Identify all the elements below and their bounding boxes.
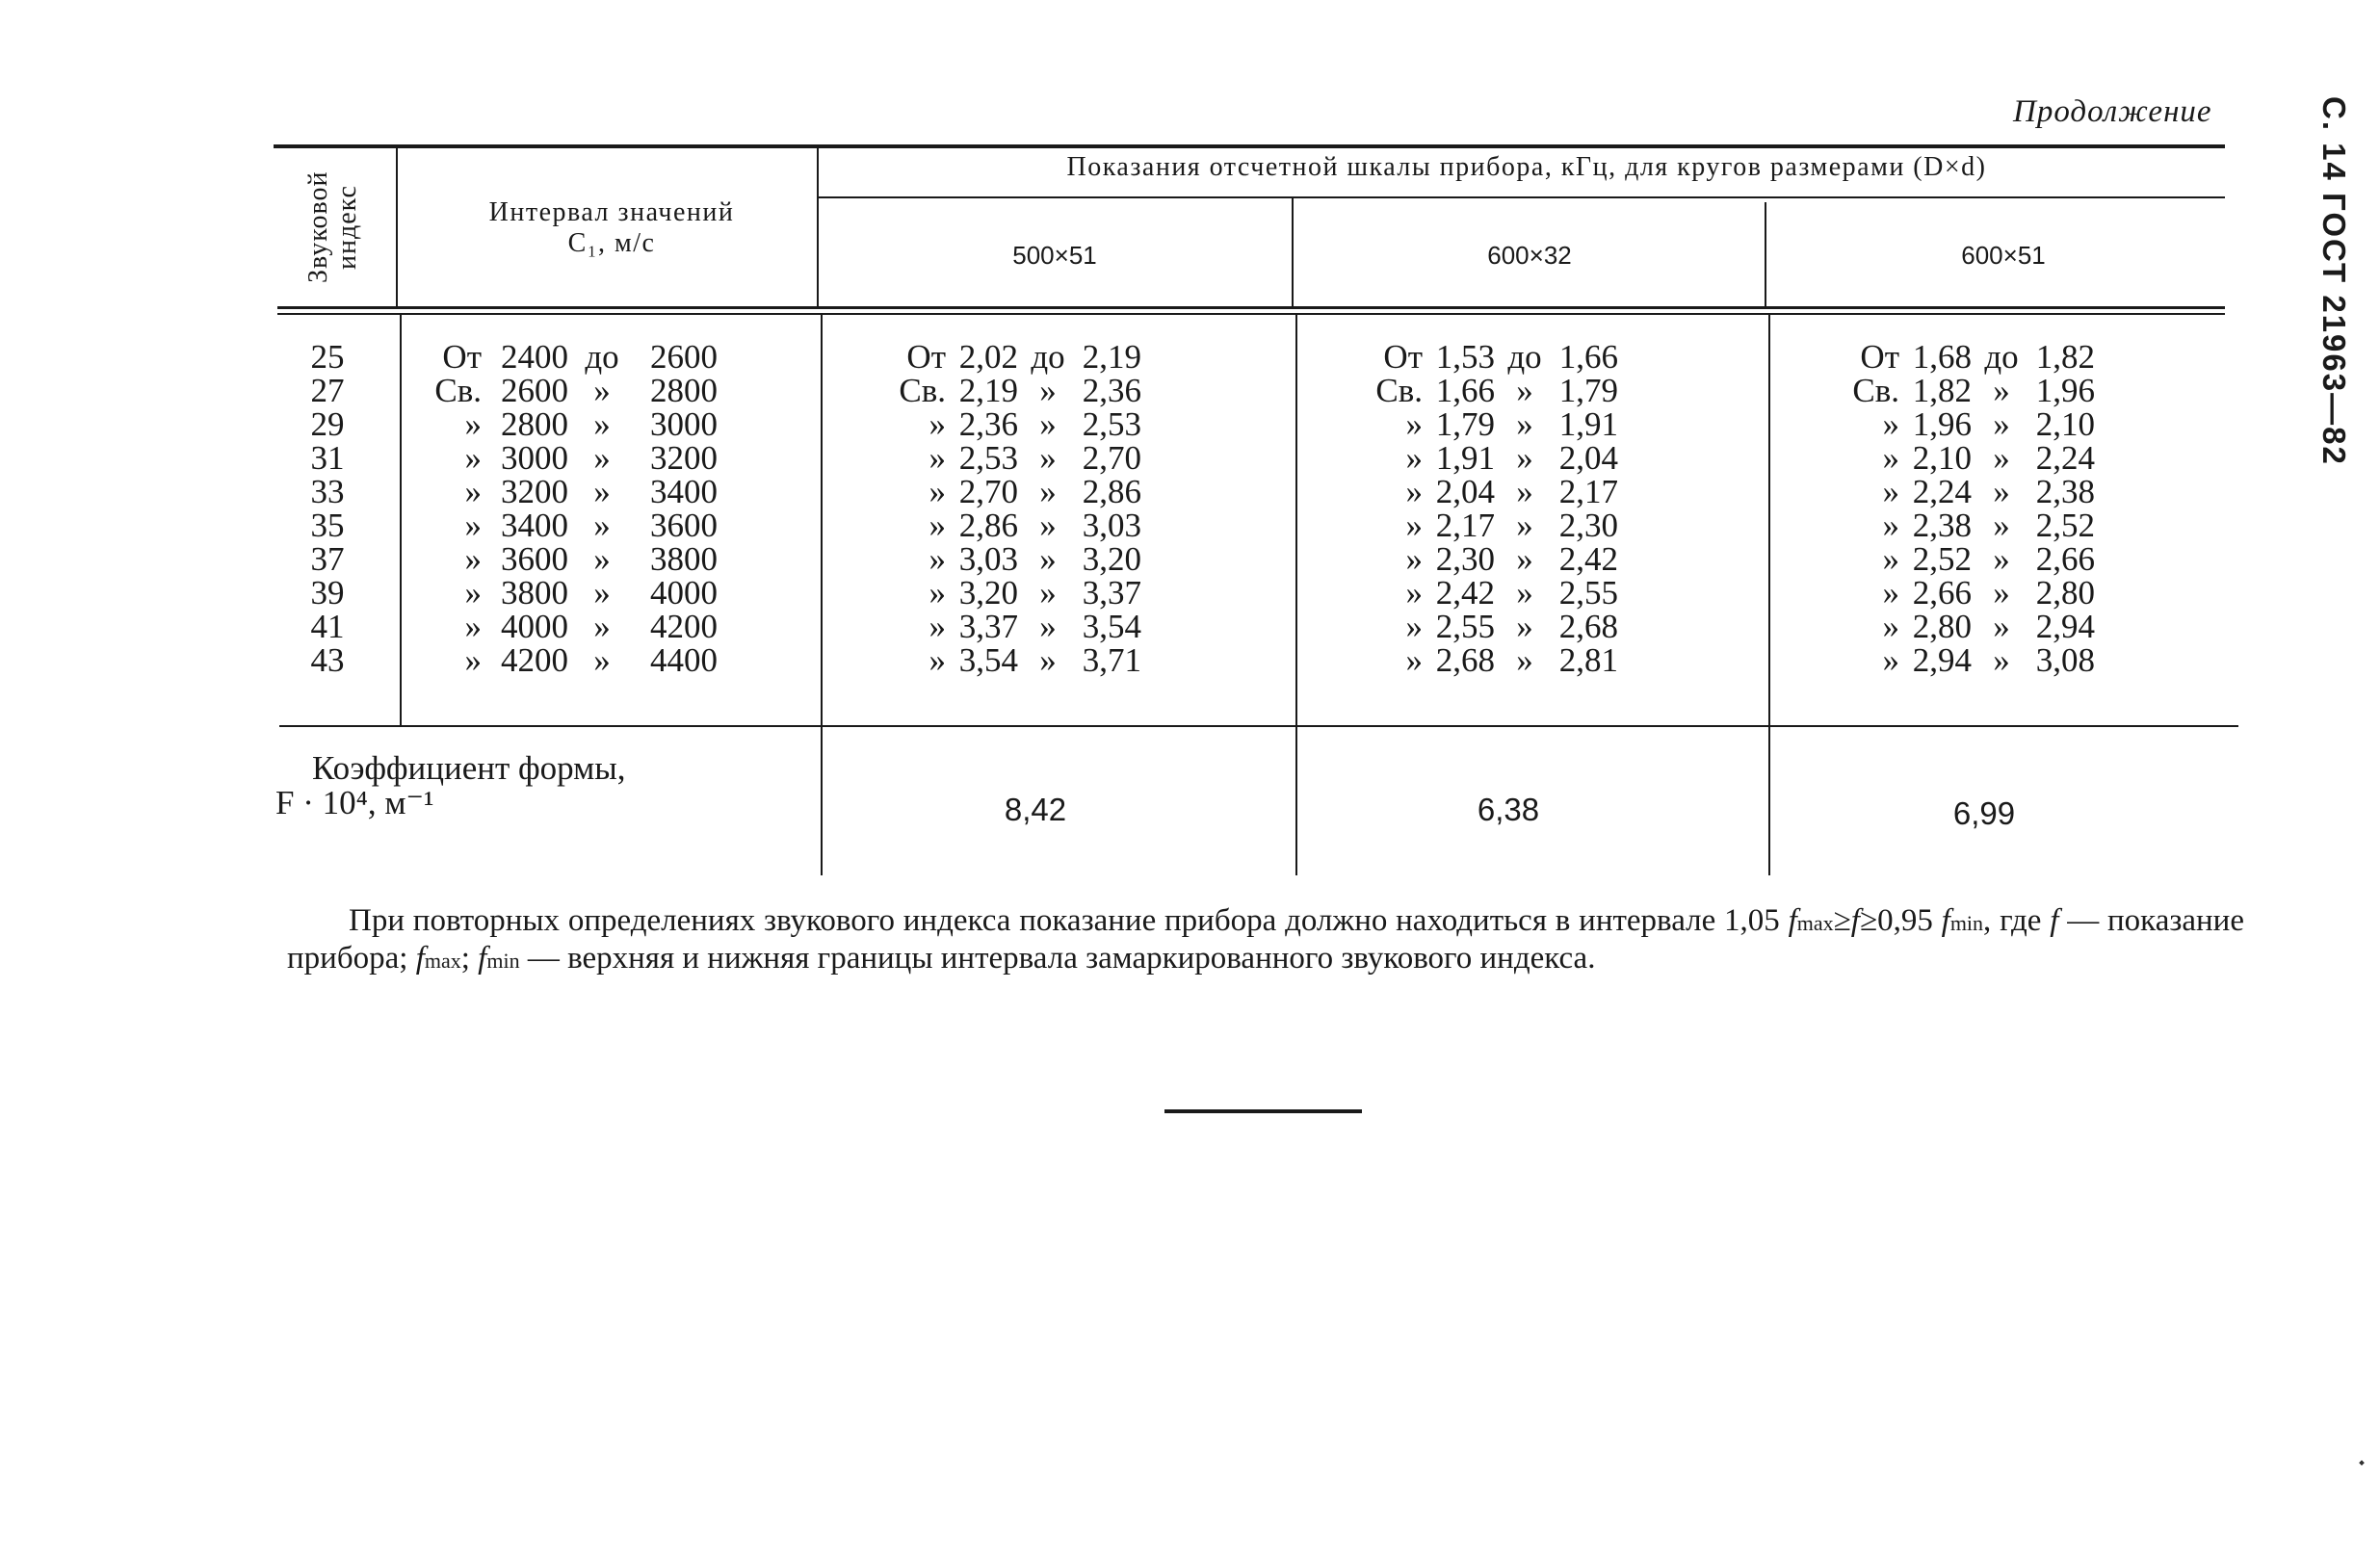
divider-size2: [1765, 202, 1766, 306]
cell-hi: 4200: [650, 608, 718, 645]
size-header-600x32: 600×32: [1487, 241, 1572, 270]
cell-lo: 2,94: [1912, 641, 1972, 679]
table-row: [1363, 340, 1618, 374]
cell-pfx: »: [464, 507, 482, 544]
cell-sep: до: [1507, 338, 1542, 376]
cell-lo: 2,53: [958, 439, 1018, 477]
cell-hi: 3,54: [1082, 608, 1141, 645]
cell-pfx: Св.: [1375, 372, 1423, 409]
cell-hi: 1,96: [2035, 372, 2095, 409]
cell-sep: »: [1516, 641, 1533, 679]
table-row: [1363, 374, 1618, 407]
cell-lo: 2,17: [1435, 507, 1495, 544]
cell-lo: 2,70: [958, 473, 1018, 510]
cell-sep: »: [1993, 540, 2010, 578]
cell-sep: »: [593, 439, 611, 477]
note-f-symbol: f: [478, 941, 487, 976]
cell-lo: 2,38: [1912, 507, 1972, 544]
table-row: [886, 340, 1141, 374]
coef-value-600x32: 6,38: [1477, 792, 1540, 827]
cell-sep: »: [1993, 372, 2010, 409]
cell-hi: 3,03: [1082, 507, 1141, 544]
cell-pfx: »: [1405, 540, 1423, 578]
note-text-5: — показание прибора;: [287, 903, 2244, 976]
end-of-text-rule: [1164, 1109, 1362, 1113]
cell-lo: 3,37: [958, 608, 1018, 645]
cell-pfx: »: [928, 405, 946, 443]
cell-pfx: »: [464, 405, 482, 443]
table-row: [886, 441, 1141, 475]
cell-sep: »: [1993, 439, 2010, 477]
cell-lo: 2,68: [1435, 641, 1495, 679]
column-600x51: [1840, 340, 2095, 677]
index-cell: 29: [310, 405, 345, 443]
cell-hi: 2,80: [2035, 574, 2095, 612]
index-cell: 39: [310, 574, 345, 612]
cell-lo: 4000: [501, 608, 568, 645]
cell-sep: »: [1039, 372, 1057, 409]
cell-hi: 3,37: [1082, 574, 1141, 612]
table-row: [1840, 441, 2095, 475]
note-text-4: , где: [1983, 903, 2051, 938]
note-text-3: ≥0,95: [1859, 903, 1942, 938]
table-row: [886, 374, 1141, 407]
col-interval-header: [405, 197, 819, 259]
readings-header: Показания отсчетной шкалы прибора, кГц, для кругов размерами (D×d): [1066, 152, 1987, 182]
note-sub-max: max: [424, 949, 461, 973]
cell-lo: 2400: [501, 338, 568, 376]
cell-pfx: »: [1882, 473, 1899, 510]
cell-hi: 2,42: [1558, 540, 1618, 578]
cell-hi: 2,30: [1558, 507, 1618, 544]
cell-pfx: »: [1882, 574, 1899, 612]
note-f-symbol: f: [1850, 903, 1860, 938]
note-f-symbol: f: [2050, 903, 2059, 938]
cell-sep: »: [1039, 641, 1057, 679]
cell-pfx: »: [928, 574, 946, 612]
table-row: [1363, 508, 1618, 542]
cell-pfx: »: [1882, 540, 1899, 578]
cell-hi: 2,66: [2035, 540, 2095, 578]
cell-pfx: От: [906, 338, 946, 376]
table-row: [405, 340, 718, 374]
shape-coefficient-label: [275, 751, 626, 820]
divider-index-body: [400, 315, 402, 725]
cell-sep: »: [1993, 473, 2010, 510]
scan-speck: [2359, 1460, 2365, 1466]
cell-hi: 3,08: [2035, 641, 2095, 679]
cell-sep: »: [593, 641, 611, 679]
cell-sep: »: [593, 574, 611, 612]
cell-pfx: »: [1405, 405, 1423, 443]
cell-lo: 2,02: [958, 338, 1018, 376]
cell-lo: 3600: [501, 540, 568, 578]
header-bottom-rule-1: [277, 306, 2225, 309]
cell-pfx: »: [464, 540, 482, 578]
table-row: [1363, 475, 1618, 508]
table-row: [886, 407, 1141, 441]
cell-pfx: »: [928, 540, 946, 578]
cell-lo: 2,30: [1435, 540, 1495, 578]
cell-hi: 2,70: [1082, 439, 1141, 477]
cell-hi: 2,19: [1082, 338, 1141, 376]
cell-sep: »: [1516, 405, 1533, 443]
cell-hi: 2,52: [2035, 507, 2095, 544]
cell-pfx: »: [1405, 507, 1423, 544]
table-row: [886, 610, 1141, 643]
cell-pfx: »: [464, 439, 482, 477]
cell-pfx: »: [1882, 405, 1899, 443]
cell-hi: 2,38: [2035, 473, 2095, 510]
table-row: [1840, 374, 2095, 407]
cell-sep: »: [1039, 405, 1057, 443]
table-row: [1840, 475, 2095, 508]
cell-pfx: »: [928, 608, 946, 645]
cell-pfx: »: [1882, 641, 1899, 679]
index-cell: 37: [310, 540, 345, 578]
cell-sep: »: [1516, 574, 1533, 612]
cell-lo: 2,66: [1912, 574, 1972, 612]
cell-lo: 3200: [501, 473, 568, 510]
cell-sep: »: [1516, 372, 1533, 409]
cell-pfx: »: [1882, 507, 1899, 544]
cell-lo: 2,24: [1912, 473, 1972, 510]
coef-value-500x51: 8,42: [1004, 792, 1067, 827]
cell-pfx: Св.: [899, 372, 946, 409]
readings-header-rule: [819, 196, 2225, 198]
column-500x51: [886, 340, 1141, 677]
index-cell: 31: [310, 439, 345, 477]
cell-sep: до: [1984, 338, 2019, 376]
page-side-header: С. 14 ГОСТ 21963—82: [2316, 96, 2352, 466]
cell-hi: 2,36: [1082, 372, 1141, 409]
col-interval-header-line1: Интервал значений: [488, 197, 735, 227]
note-text-1: При повторных определениях звукового индекса показание прибора должно находиться в интервале 1,05: [349, 903, 1789, 938]
table-row: [1840, 610, 2095, 643]
note-sub-max: max: [1796, 911, 1834, 935]
table-row: [1363, 407, 1618, 441]
cell-hi: 1,79: [1558, 372, 1618, 409]
cell-lo: 3,54: [958, 641, 1018, 679]
cell-lo: 3400: [501, 507, 568, 544]
divider-size2-body: [1768, 315, 1770, 875]
table-row: [1840, 340, 2095, 374]
cell-hi: 2600: [650, 338, 718, 376]
cell-hi: 2,24: [2035, 439, 2095, 477]
table-row: [405, 576, 718, 610]
cell-lo: 2,36: [958, 405, 1018, 443]
table-row: [1363, 542, 1618, 576]
cell-hi: 2,04: [1558, 439, 1618, 477]
note-text-7: — верхняя и нижняя границы интервала замаркированного звукового индекса.: [519, 941, 1596, 976]
body-bottom-rule: [279, 725, 2238, 727]
coef-label-line1: Коэффициент формы,: [312, 749, 626, 787]
note-text-2: ≥: [1833, 903, 1851, 938]
cell-hi: 1,82: [2035, 338, 2095, 376]
cell-pfx: От: [1383, 338, 1423, 376]
cell-sep: »: [1039, 507, 1057, 544]
cell-pfx: »: [1882, 439, 1899, 477]
cell-pfx: »: [464, 574, 482, 612]
cell-sep: »: [1993, 608, 2010, 645]
cell-lo: 2,04: [1435, 473, 1495, 510]
column-sound-index: [289, 340, 366, 677]
cell-pfx: »: [1405, 574, 1423, 612]
divider-size1-body: [1295, 315, 1297, 875]
table-row: [1363, 643, 1618, 677]
cell-hi: 3000: [650, 405, 718, 443]
note-paragraph: [287, 903, 2244, 978]
index-cell: 41: [310, 608, 345, 645]
cell-sep: »: [1993, 405, 2010, 443]
cell-lo: 1,96: [1912, 405, 1972, 443]
cell-hi: 2,86: [1082, 473, 1141, 510]
note-f-symbol: f: [415, 941, 425, 976]
cell-hi: 3600: [650, 507, 718, 544]
cell-hi: 3,71: [1082, 641, 1141, 679]
table-row: [405, 508, 718, 542]
table-row: [405, 441, 718, 475]
cell-sep: »: [1039, 473, 1057, 510]
continued-label: Продолжение: [2013, 94, 2212, 129]
index-cell: 25: [310, 338, 345, 376]
table-row: [1363, 610, 1618, 643]
table-row: [1363, 576, 1618, 610]
coef-label-line2: F · 10⁴, м⁻¹: [275, 784, 434, 821]
cell-lo: 2,52: [1912, 540, 1972, 578]
index-cell: 35: [310, 507, 345, 544]
cell-pfx: От: [442, 338, 482, 376]
table-top-rule: [274, 144, 2225, 148]
cell-pfx: »: [1405, 641, 1423, 679]
cell-lo: 2,19: [958, 372, 1018, 409]
table-row: [405, 542, 718, 576]
table-row: [1840, 643, 2095, 677]
column-600x32: [1363, 340, 1618, 677]
index-cell: 33: [310, 473, 345, 510]
cell-sep: »: [593, 507, 611, 544]
cell-sep: до: [585, 338, 619, 376]
table-row: [1840, 542, 2095, 576]
table-row: [405, 374, 718, 407]
cell-pfx: »: [464, 608, 482, 645]
cell-pfx: »: [464, 473, 482, 510]
table-row: [886, 576, 1141, 610]
cell-lo: 2,10: [1912, 439, 1972, 477]
divider-size1: [1292, 198, 1294, 306]
table-row: [405, 475, 718, 508]
cell-pfx: »: [928, 641, 946, 679]
cell-sep: »: [1993, 507, 2010, 544]
cell-hi: 1,66: [1558, 338, 1618, 376]
note-text-6: ;: [460, 941, 479, 976]
cell-lo: 1,91: [1435, 439, 1495, 477]
cell-lo: 3800: [501, 574, 568, 612]
col-interval-header-line2: C₁, м/с: [567, 228, 656, 258]
column-interval: [405, 340, 718, 677]
cell-sep: »: [593, 473, 611, 510]
cell-sep: »: [1516, 507, 1533, 544]
divider-index: [396, 146, 398, 306]
size-header-500x51: 500×51: [1012, 241, 1097, 270]
cell-pfx: Св.: [1852, 372, 1899, 409]
cell-pfx: »: [1405, 439, 1423, 477]
cell-hi: 4400: [650, 641, 718, 679]
table-row: [1840, 576, 2095, 610]
note-f-symbol: f: [1788, 903, 1797, 938]
cell-sep: »: [593, 608, 611, 645]
cell-hi: 3400: [650, 473, 718, 510]
cell-sep: »: [1039, 574, 1057, 612]
cell-pfx: От: [1860, 338, 1899, 376]
cell-lo: 4200: [501, 641, 568, 679]
cell-sep: »: [1039, 540, 1057, 578]
cell-hi: 2,81: [1558, 641, 1618, 679]
cell-hi: 2,10: [2035, 405, 2095, 443]
cell-hi: 3800: [650, 540, 718, 578]
cell-hi: 2,68: [1558, 608, 1618, 645]
table-row: [405, 643, 718, 677]
cell-lo: 1,66: [1435, 372, 1495, 409]
cell-lo: 2,80: [1912, 608, 1972, 645]
cell-pfx: »: [464, 641, 482, 679]
cell-pfx: »: [1405, 608, 1423, 645]
cell-pfx: »: [928, 473, 946, 510]
coef-value-600x51: 6,99: [1952, 795, 2016, 831]
cell-sep: »: [1516, 439, 1533, 477]
cell-pfx: Св.: [434, 372, 482, 409]
index-cell: 27: [310, 372, 345, 409]
cell-lo: 3000: [501, 439, 568, 477]
cell-lo: 1,68: [1912, 338, 1972, 376]
table-row: [1840, 407, 2095, 441]
cell-sep: »: [593, 540, 611, 578]
cell-lo: 3,20: [958, 574, 1018, 612]
cell-lo: 2,55: [1435, 608, 1495, 645]
cell-lo: 1,53: [1435, 338, 1495, 376]
cell-hi: 2,17: [1558, 473, 1618, 510]
table-row: [886, 643, 1141, 677]
cell-sep: »: [1516, 608, 1533, 645]
cell-sep: »: [1516, 540, 1533, 578]
cell-pfx: »: [1405, 473, 1423, 510]
col-index-header: Звуковой индекс: [303, 170, 362, 284]
cell-hi: 3,20: [1082, 540, 1141, 578]
cell-sep: »: [593, 372, 611, 409]
cell-sep: »: [1993, 641, 2010, 679]
table-row: [886, 542, 1141, 576]
cell-hi: 2,53: [1082, 405, 1141, 443]
header-bottom-rule-2: [277, 313, 2225, 315]
cell-lo: 1,79: [1435, 405, 1495, 443]
cell-hi: 1,91: [1558, 405, 1618, 443]
index-cell: 43: [310, 641, 345, 679]
cell-hi: 3200: [650, 439, 718, 477]
cell-pfx: »: [928, 507, 946, 544]
cell-hi: 2800: [650, 372, 718, 409]
cell-pfx: »: [1882, 608, 1899, 645]
cell-sep: »: [593, 405, 611, 443]
size-header-600x51: 600×51: [1961, 241, 2046, 270]
note-sub-min: min: [1949, 911, 1984, 935]
cell-lo: 2800: [501, 405, 568, 443]
table-row: [1840, 508, 2095, 542]
note-f-symbol: f: [1941, 903, 1950, 938]
cell-hi: 2,94: [2035, 608, 2095, 645]
cell-sep: »: [1993, 574, 2010, 612]
cell-lo: 2,86: [958, 507, 1018, 544]
cell-hi: 2,55: [1558, 574, 1618, 612]
table-row: [405, 407, 718, 441]
note-sub-min: min: [486, 949, 520, 973]
cell-sep: до: [1031, 338, 1065, 376]
table-row: [886, 475, 1141, 508]
cell-lo: 1,82: [1912, 372, 1972, 409]
cell-lo: 2600: [501, 372, 568, 409]
cell-sep: »: [1039, 608, 1057, 645]
cell-sep: »: [1039, 439, 1057, 477]
cell-lo: 2,42: [1435, 574, 1495, 612]
cell-lo: 3,03: [958, 540, 1018, 578]
cell-pfx: »: [928, 439, 946, 477]
cell-hi: 4000: [650, 574, 718, 612]
table-row: [1363, 441, 1618, 475]
divider-interval-body: [821, 315, 823, 875]
cell-sep: »: [1516, 473, 1533, 510]
table-row: [405, 610, 718, 643]
table-row: [886, 508, 1141, 542]
